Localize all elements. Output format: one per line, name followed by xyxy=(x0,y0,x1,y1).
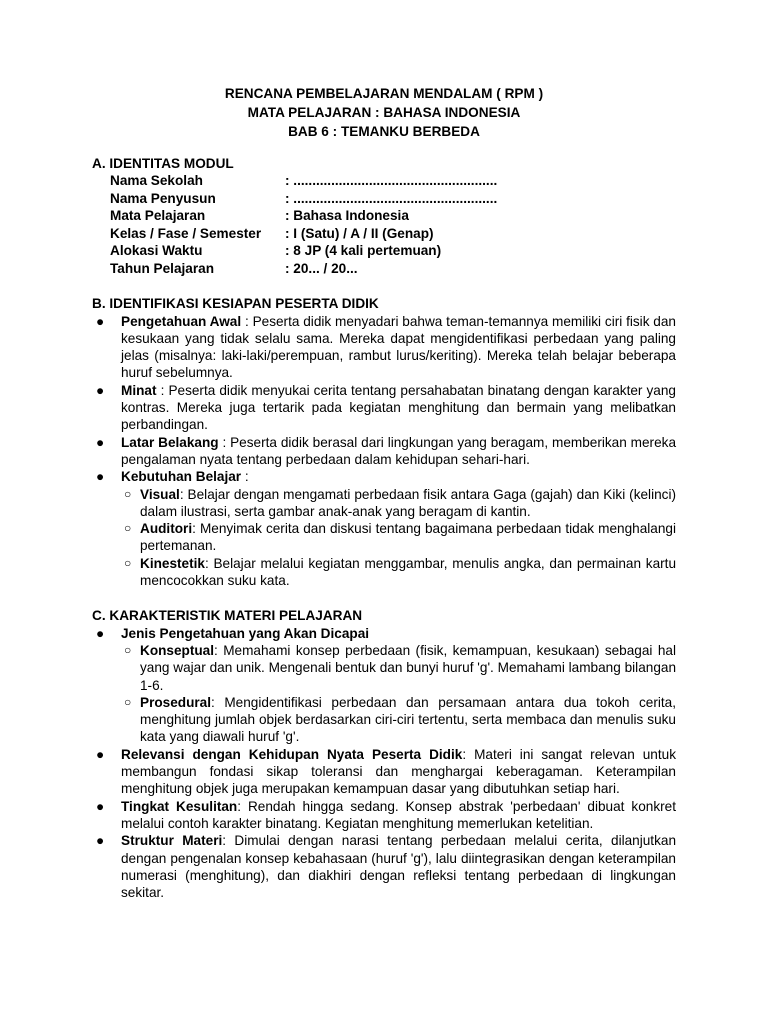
identity-key: Nama Sekolah xyxy=(110,173,203,189)
item-text: : Rendah hingga sedang. Konsep abstrak 'perbedaan' dibuat konkret melalui contoh karakter binatang. Kegiatan menghitung memerlukan ketelitian. xyxy=(121,798,676,831)
item-text: : Dimulai dengan narasi tentang perbedaan melalui cerita, dilanjutkan dengan pengenalan konsep kebahasaan (huruf 'g'), lalu diintegrasikan dengan keterampilan numerasi (menghitung), dan diakhiri dengan refleksi tentang perbedaan di lingkungan sekitar. xyxy=(121,833,677,901)
identity-value: : Bahasa Indonesia xyxy=(285,208,409,224)
item-text: : Materi ini sangat relevan untuk membangun fondasi sikap toleransi dan menghargai keberagaman. Keterampilan menghitung objek juga merupakan kemampuan dasar yang dibutuhkan setiap hari. xyxy=(121,746,676,797)
identity-row xyxy=(110,207,497,225)
list-item xyxy=(92,313,676,382)
item-label: Relevansi dengan Kehidupan Nyata Peserta Didik xyxy=(121,746,463,762)
hollow-bullet-icon: ○ xyxy=(124,486,132,501)
identity-key: Nama Penyusun xyxy=(110,190,216,206)
section-a-heading: A. IDENTITAS MODUL xyxy=(92,156,234,171)
item-text: : Memahami konsep perbedaan (fisik, kemampuan, kesukaan) sebagai hal yang wajar dan unik. Mengenali bentuk dan bunyi huruf 'g'. Memahami lambang bilangan 1-6. xyxy=(140,642,676,693)
knowledge-type-list xyxy=(121,642,676,746)
item-label: Kebutuhan Belajar xyxy=(121,469,242,485)
identity-row xyxy=(110,172,497,190)
item-label: Konseptual xyxy=(140,642,215,658)
sub-list-item xyxy=(121,555,676,590)
list-item xyxy=(92,434,676,469)
item-label: Struktur Materi xyxy=(121,833,223,849)
item-text: : xyxy=(241,469,249,485)
item-label: Minat xyxy=(121,382,157,398)
readiness-list xyxy=(92,313,676,590)
item-label: Tingkat Kesulitan xyxy=(121,798,238,814)
hollow-bullet-icon: ○ xyxy=(124,642,132,657)
item-label: Kinestetik xyxy=(140,555,205,571)
identity-table xyxy=(110,172,497,277)
identity-value: : I (Satu) / A / II (Genap) xyxy=(285,225,434,241)
list-item xyxy=(92,746,676,798)
identity-value: : ...................................................... xyxy=(285,190,498,206)
item-text: : Peserta didik menyadari bahwa teman-temannya memiliki ciri fisik dan kesukaan yang tidak selalu sama. Mereka dapat mengidentifikasi perbedaan yang paling jelas (misalnya: laki-laki/perempuan, rambut lurus/keriting). Mereka telah belajar beberapa huruf sebelumnya. xyxy=(121,313,676,381)
item-text: : Belajar dengan mengamati perbedaan fisik antara Gaga (gajah) dan Kiki (kelinci) dalam ilustrasi, serta gambar anak-anak yang beragam di kantin. xyxy=(140,486,676,519)
list-item xyxy=(92,382,676,434)
identity-row xyxy=(110,242,497,260)
bullet-icon: ● xyxy=(96,434,105,450)
hollow-bullet-icon: ○ xyxy=(124,694,132,709)
bullet-icon: ● xyxy=(96,746,105,762)
item-label: Prosedural xyxy=(140,694,212,710)
item-text: : Belajar melalui kegiatan menggambar, menulis angka, dan permainan kartu mencocokkan suku kata. xyxy=(140,555,676,589)
material-list xyxy=(92,625,676,902)
sub-list-item xyxy=(121,642,676,694)
sub-list-item xyxy=(121,486,676,521)
bullet-icon: ● xyxy=(96,469,105,485)
identity-value: : 8 JP (4 kali pertemuan) xyxy=(285,243,442,259)
identity-row xyxy=(110,225,497,243)
sub-list-item xyxy=(121,520,676,555)
item-text: : Mengidentifikasi perbedaan dan persamaan antara dua tokoh cerita, menghitung jumlah objek berdasarkan ciri-ciri tertentu, serta membaca dan menulis suku kata yang diawali huruf 'g'. xyxy=(140,694,676,745)
identity-key: Mata Pelajaran xyxy=(110,208,206,224)
bullet-icon: ● xyxy=(96,382,105,398)
section-b-heading: B. IDENTIFIKASI KESIAPAN PESERTA DIDIK xyxy=(92,296,379,312)
hollow-bullet-icon: ○ xyxy=(124,521,132,536)
list-item xyxy=(92,798,676,833)
identity-key: Kelas / Fase / Semester xyxy=(110,225,262,241)
learning-needs-list xyxy=(121,486,676,590)
identity-row xyxy=(110,260,497,278)
identity-value: : ...................................................... xyxy=(285,173,498,189)
bullet-icon: ● xyxy=(96,313,105,329)
doc-chapter: BAB 6 : TEMANKU BERBEDA xyxy=(288,124,480,139)
bullet-icon: ● xyxy=(96,833,105,849)
list-item xyxy=(92,468,676,589)
item-label: Pengetahuan Awal xyxy=(121,313,242,329)
bullet-icon: ● xyxy=(96,625,105,641)
item-text: : Menyimak cerita dan diskusi tentang bagaimana perbedaan tidak menghalangi pertemanan. xyxy=(140,521,676,554)
section-c-heading: C. KARAKTERISTIK MATERI PELAJARAN xyxy=(92,608,363,624)
list-item xyxy=(92,832,676,901)
doc-title: RENCANA PEMBELAJARAN MENDALAM ( RPM ) xyxy=(224,86,544,101)
item-label: Latar Belakang xyxy=(121,434,219,450)
identity-key: Tahun Pelajaran xyxy=(110,260,214,276)
sub-list-item xyxy=(121,694,676,746)
identity-value: : 20... / 20... xyxy=(285,260,358,276)
item-label: Jenis Pengetahuan yang Akan Dicapai xyxy=(121,625,370,641)
item-text: : Peserta didik berasal dari lingkungan yang beragam, memberikan mereka pengalaman nyata tentang perbedaan dalam kehidupan sehari-hari. xyxy=(121,434,677,467)
hollow-bullet-icon: ○ xyxy=(124,555,132,570)
list-item xyxy=(92,625,676,746)
identity-row xyxy=(110,190,497,208)
item-label: Visual xyxy=(140,486,180,502)
item-text: : Peserta didik menyukai cerita tentang persahabatan binatang dengan karakter yang kontras. Mereka juga tertarik pada kegiatan menghitung dan bermain yang melibatkan perbandingan. xyxy=(121,382,676,433)
item-label: Auditori xyxy=(140,521,193,537)
bullet-icon: ● xyxy=(96,798,105,814)
doc-subject: MATA PELAJARAN : BAHASA INDONESIA xyxy=(247,105,521,120)
identity-key: Alokasi Waktu xyxy=(110,243,203,259)
